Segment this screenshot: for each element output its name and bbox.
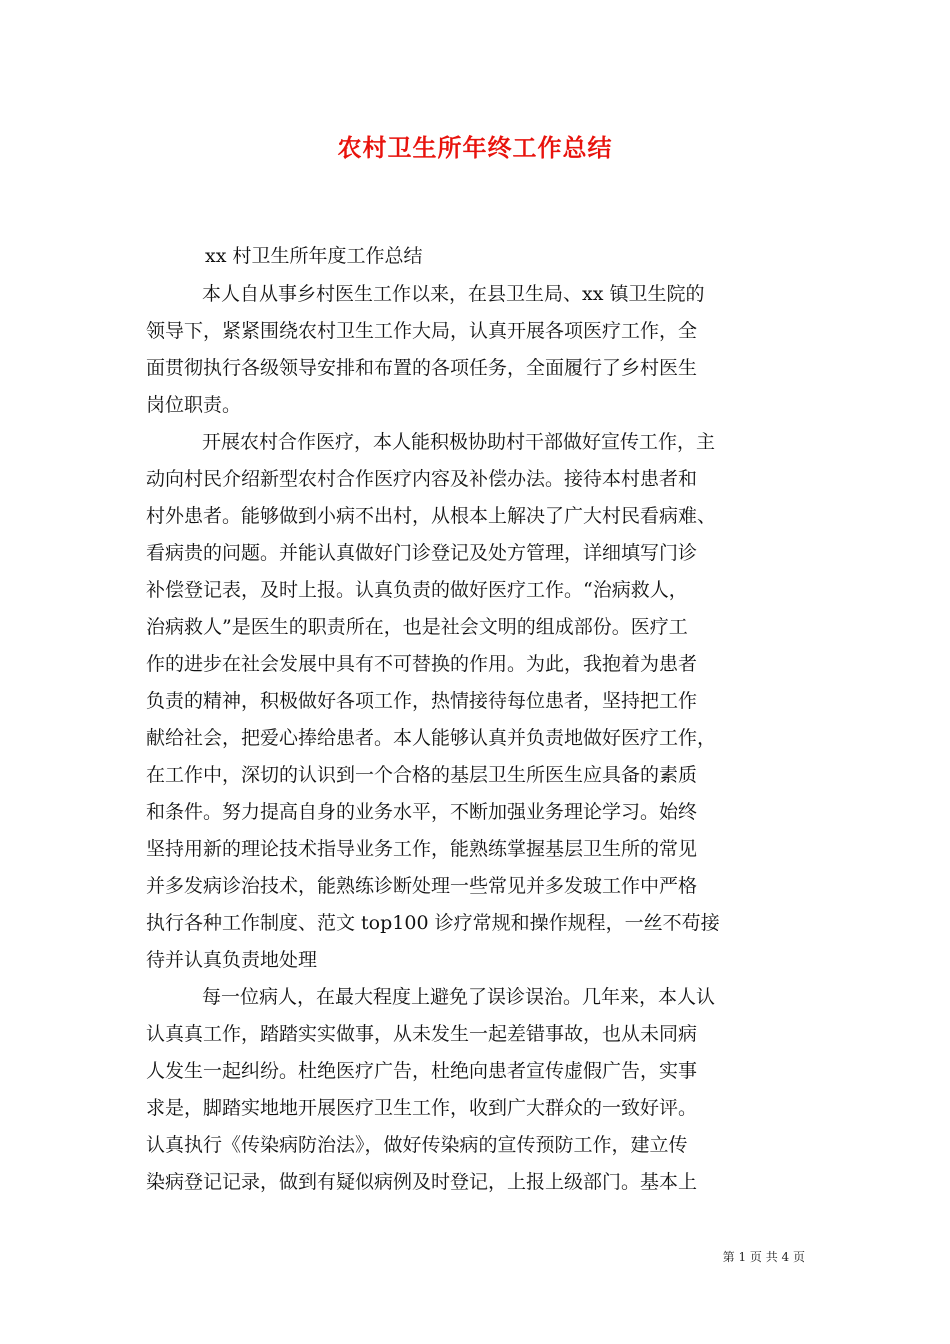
paragraph-line: 每一位病人，在最大程度上避免了误诊误治。几年来，本人认 — [202, 986, 716, 1008]
paragraph-line: 治病救人”是医生的职责所在，也是社会文明的组成部份。医疗工 — [146, 616, 688, 638]
paragraph-3 — [146, 979, 810, 1201]
paragraph-line: 村外患者。能够做到小病不出村，从根本上解决了广大村民看病难、 — [146, 505, 717, 527]
paragraph-line: 领导下，紧紧围绕农村卫生工作大局，认真开展各项医疗工作，全 — [146, 320, 698, 342]
paragraph-1 — [146, 276, 810, 424]
paragraph-line: 开展农村合作医疗，本人能积极协助村干部做好宣传工作，主 — [202, 431, 716, 453]
document-title: 农村卫生所年终工作总结 — [337, 133, 613, 162]
paragraph-line: 本人自从事乡村医生工作以来，在县卫生局、xx 镇卫生院的 — [202, 283, 705, 305]
paragraph-line: 坚持用新的理论技术指导业务工作，能熟练掌握基层卫生所的常见 — [146, 838, 698, 860]
paragraph-line: 献给社会，把爱心捧给患者。本人能够认真并负责地做好医疗工作， — [146, 727, 717, 749]
paragraph-line: 动向村民介绍新型农村合作医疗内容及补偿办法。接待本村患者和 — [146, 468, 698, 490]
document-subtitle: xx 村卫生所年度工作总结 — [205, 245, 423, 267]
paragraph-line: 认真执行《传染病防治法》，做好传染病的宣传预防工作，建立传 — [146, 1134, 688, 1156]
paragraph-2 — [146, 424, 810, 979]
paragraph-line: 人发生一起纠纷。杜绝医疗广告，杜绝向患者宣传虚假广告，实事 — [146, 1060, 698, 1082]
page-number-footer: 第 1 页 共 4 页 — [722, 1250, 805, 1264]
paragraph-line: 求是，脚踏实地地开展医疗卫生工作，收到广大群众的一致好评。 — [146, 1097, 698, 1119]
paragraph-line: 负责的精神，积极做好各项工作，热情接待每位患者，坚持把工作 — [146, 690, 698, 712]
paragraph-line: 看病贵的问题。并能认真做好门诊登记及处方管理，详细填写门诊 — [146, 542, 698, 564]
paragraph-line: 并多发病诊治技术，能熟练诊断处理一些常见并多发玻工作中严格 — [146, 875, 698, 897]
paragraph-line: 岗位职责。 — [146, 394, 242, 416]
paragraph-line: 执行各种工作制度、范文 top100 诊疗常规和操作规程，一丝不苟接 — [146, 912, 720, 934]
paragraph-line: 补偿登记表，及时上报。认真负责的做好医疗工作。“治病救人， — [146, 579, 688, 601]
paragraph-line: 待并认真负责地处理 — [146, 949, 318, 971]
paragraph-line: 作的进步在社会发展中具有不可替换的作用。为此，我抱着为患者 — [146, 653, 698, 675]
paragraph-line: 在工作中，深切的认识到一个合格的基层卫生所医生应具备的素质 — [146, 764, 698, 786]
paragraph-line: 认真真工作，踏踏实实做事，从未发生一起差错事故，也从未同病 — [146, 1023, 698, 1045]
paragraph-line: 染病登记记录，做到有疑似病例及时登记，上报上级部门。基本上 — [146, 1171, 698, 1193]
paragraph-line: 和条件。努力提高自身的业务水平，不断加强业务理论学习。始终 — [146, 801, 698, 823]
paragraph-line: 面贯彻执行各级领导安排和布置的各项任务，全面履行了乡村医生 — [146, 357, 698, 379]
